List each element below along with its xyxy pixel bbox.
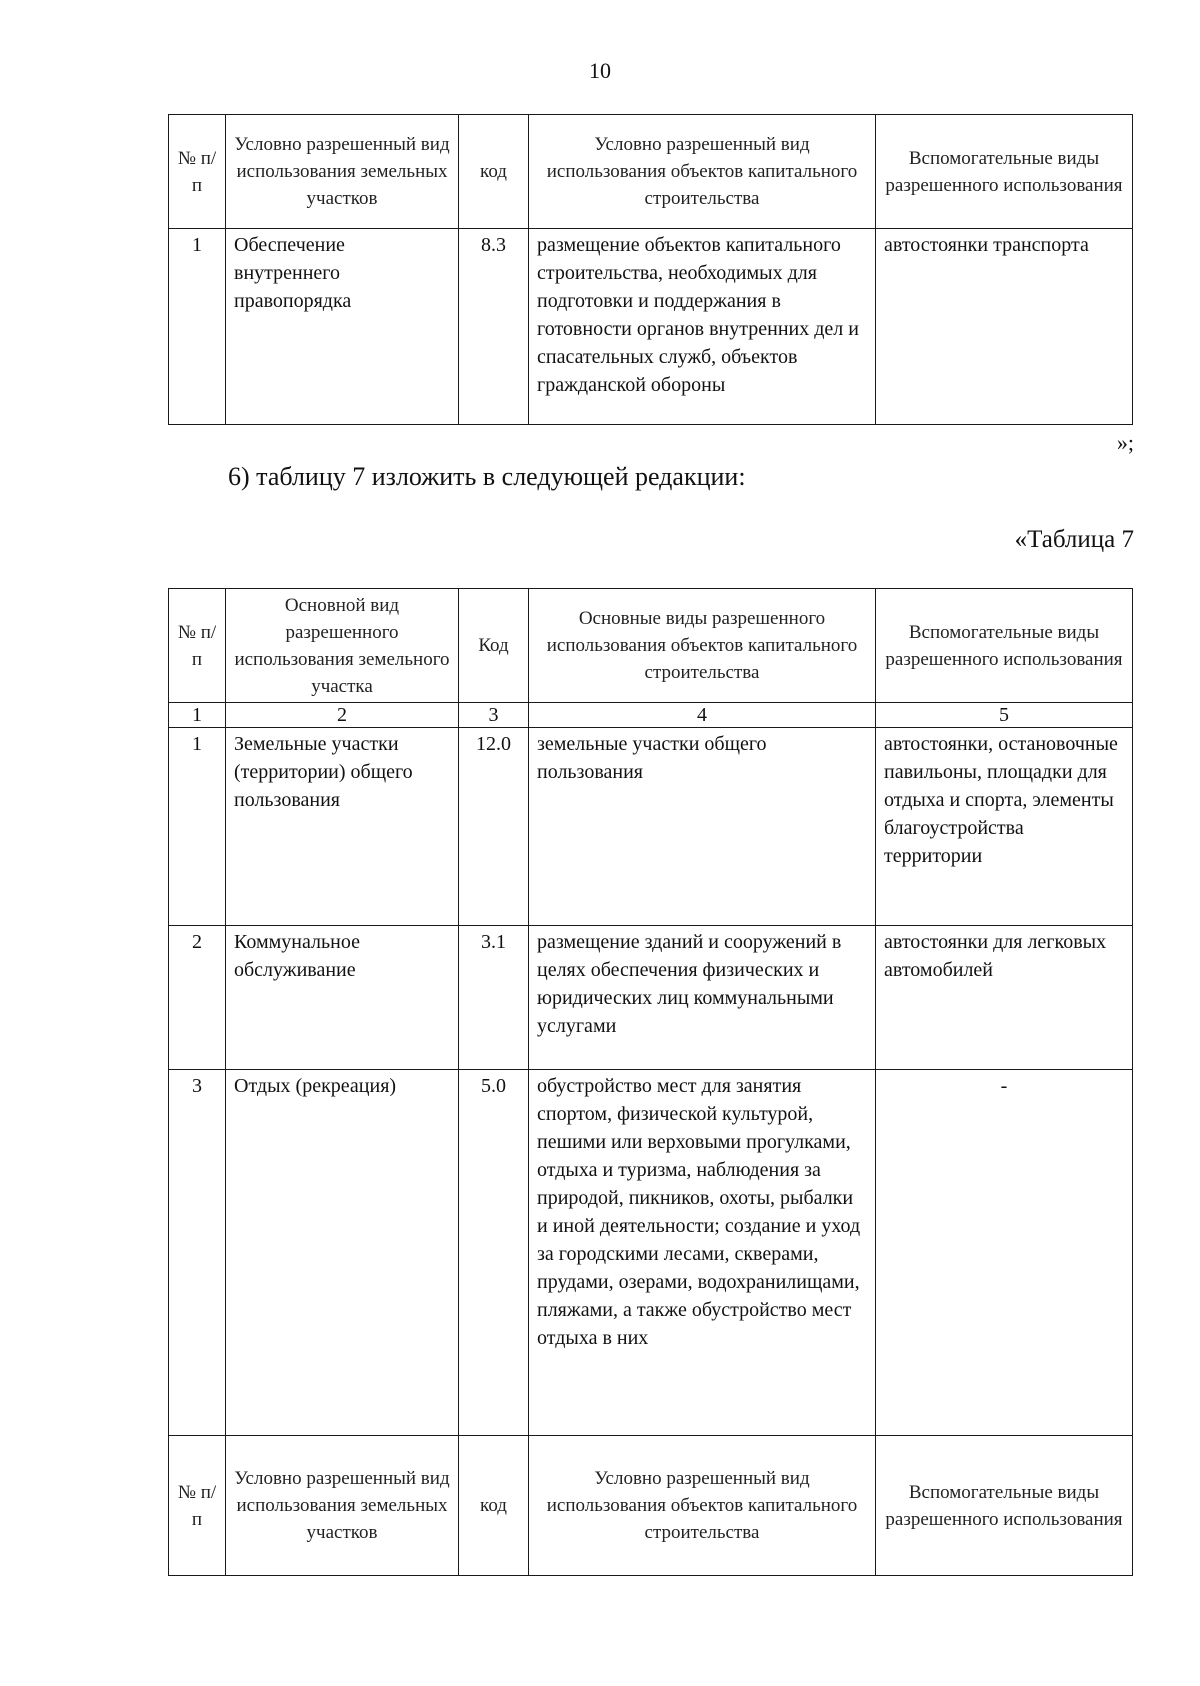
header-construction-use: Условно разрешенный вид использования объектов капитального строительства: [529, 115, 876, 229]
column-number: 3: [459, 703, 529, 728]
row-description: размещение зданий и сооружений в целях обеспечения физических и юридических лиц коммунальными услугами: [529, 926, 876, 1070]
table-row: [169, 926, 1133, 1070]
table-row: [169, 1070, 1133, 1436]
header-auxiliary: Вспомогательные виды разрешенного использования: [876, 589, 1133, 703]
header-num: № п/п: [169, 115, 226, 229]
row-num: 3: [169, 1070, 226, 1436]
row-num: 2: [169, 926, 226, 1070]
header-num: № п/п: [169, 589, 226, 703]
conditional-header-row: [169, 1436, 1133, 1576]
column-number: 2: [226, 703, 459, 728]
header-auxiliary: Вспомогательные виды разрешенного использования: [876, 115, 1133, 229]
header-code: код: [459, 1436, 529, 1576]
row-description: обустройство мест для занятия спортом, физической культурой, пешими или верховыми прогулками, отдыха и туризма, наблюдения за природой, пикников, охоты, рыбалки и иной деятельности; создание и уход за городскими лесами, скверами, прудами, озерами, водохранилищами, пляжами, а также обустройство мест отдыха в них: [529, 1070, 876, 1436]
row-code: 12.0: [459, 728, 529, 926]
continued-table: [168, 114, 1133, 425]
column-number: 4: [529, 703, 876, 728]
row-num: 1: [169, 728, 226, 926]
row-code: 5.0: [459, 1070, 529, 1436]
header-num: № п/п: [169, 1436, 226, 1576]
row-auxiliary: -: [876, 1070, 1133, 1436]
row-code: 8.3: [459, 229, 529, 425]
header-code: Код: [459, 589, 529, 703]
header-conditional-construction-use: Условно разрешенный вид использования объектов капитального строительства: [529, 1436, 876, 1576]
row-auxiliary: автостоянки транспорта: [876, 229, 1133, 425]
row-description: земельные участки общего пользования: [529, 728, 876, 926]
row-num: 1: [169, 229, 226, 425]
table-row: [169, 728, 1133, 926]
closing-quote: »;: [1116, 430, 1134, 455]
column-number-row: [169, 703, 1133, 728]
row-auxiliary: автостоянки, остановочные павильоны, площадки для отдыха и спорта, элементы благоустройства территории: [876, 728, 1133, 926]
header-main-construction-use: Основные виды разрешенного использования объектов капитального строительства: [529, 589, 876, 703]
header-land-use-type: Условно разрешенный вид использования земельных участков: [226, 115, 459, 229]
header-code: код: [459, 115, 529, 229]
row-name: Обеспечение внутреннего правопорядка: [226, 229, 459, 425]
row-name: Земельные участки (территории) общего пользования: [226, 728, 459, 926]
column-number: 1: [169, 703, 226, 728]
row-name: Коммунальное обслуживание: [226, 926, 459, 1070]
header-auxiliary: Вспомогательные виды разрешенного использования: [876, 1436, 1133, 1576]
row-code: 3.1: [459, 926, 529, 1070]
table-header-row: [169, 115, 1133, 229]
row-auxiliary: автостоянки для легковых автомобилей: [876, 926, 1133, 1070]
table-caption: «Таблица 7: [1014, 526, 1134, 553]
column-number: 5: [876, 703, 1133, 728]
page-number: 10: [589, 58, 611, 83]
table-header-row: [169, 589, 1133, 703]
header-conditional-land-use: Условно разрешенный вид использования земельных участков: [226, 1436, 459, 1576]
instruction-text: 6) таблицу 7 изложить в следующей редакции:: [228, 462, 746, 491]
header-main-land-use: Основной вид разрешенного использования земельного участка: [226, 589, 459, 703]
row-name: Отдых (рекреация): [226, 1070, 459, 1436]
table-7: [168, 588, 1133, 1576]
table-row: [169, 229, 1133, 425]
row-description: размещение объектов капитального строительства, необходимых для подготовки и поддержания в готовности органов внутренних дел и спасательных служб, объектов гражданской обороны: [529, 229, 876, 425]
